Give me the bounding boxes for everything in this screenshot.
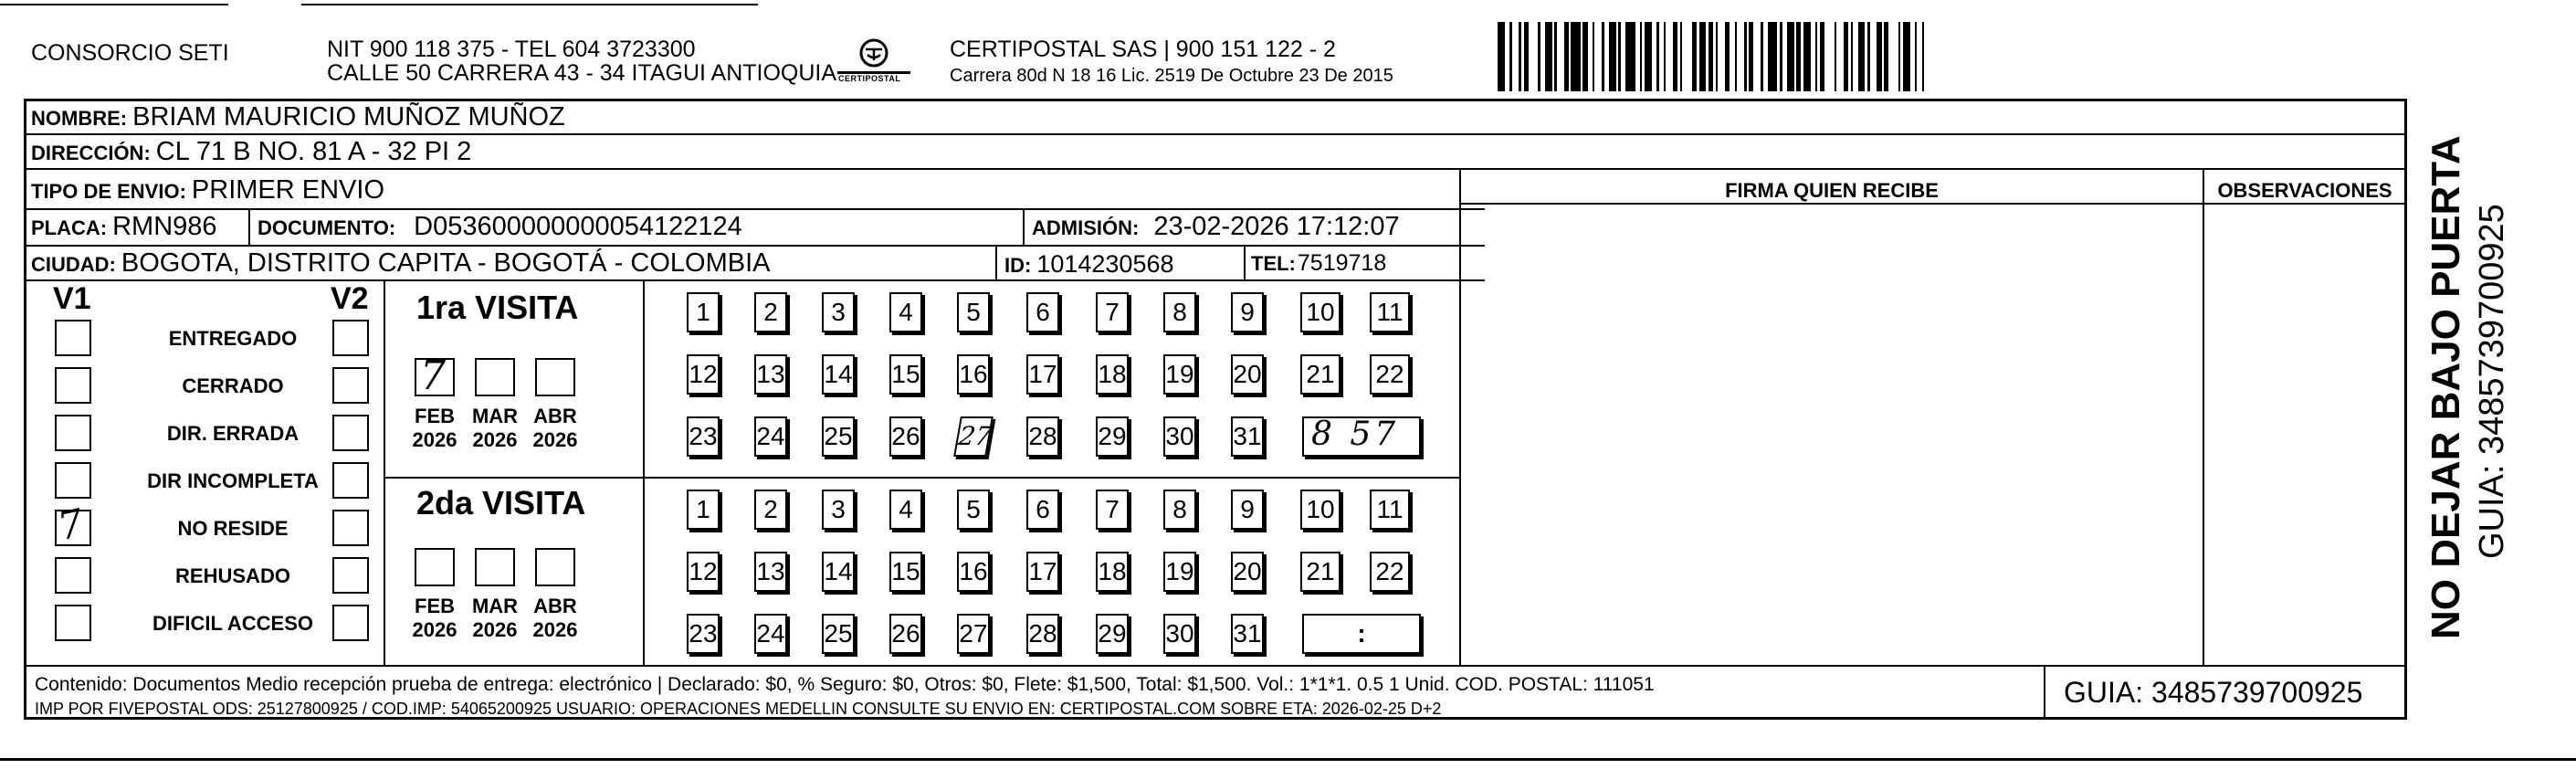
section-divider xyxy=(384,279,385,665)
cell-divider xyxy=(995,245,997,279)
month-checkbox[interactable] xyxy=(415,353,455,399)
day-box[interactable]: 6 xyxy=(1026,292,1059,332)
placa-label: PLACA: xyxy=(31,216,108,239)
top-rule xyxy=(301,4,758,5)
day-box[interactable]: 26 xyxy=(889,614,922,654)
column-head-rule xyxy=(1459,203,2407,205)
row-rule xyxy=(24,245,1485,247)
time-box[interactable]: : xyxy=(1302,614,1421,654)
address-line: CALLE 50 CARRERA 43 - 34 ITAGUI ANTIOQUIA xyxy=(327,60,837,86)
tipo-label: TIPO DE ENVIO: xyxy=(31,180,186,203)
cell-divider xyxy=(248,208,250,245)
row-rule xyxy=(24,279,1485,281)
month-label: MAR xyxy=(471,405,519,427)
tel-value: 7519718 xyxy=(1297,250,1387,276)
day-box[interactable]: 22 xyxy=(1370,552,1410,592)
day-box[interactable]: 9 xyxy=(1231,292,1264,332)
v2-label: V2 xyxy=(331,281,369,316)
v1-label: V1 xyxy=(53,281,91,316)
day-box[interactable]: 1 xyxy=(687,292,720,332)
id-field xyxy=(1004,250,1174,279)
placa-value: RMN986 xyxy=(112,212,217,241)
handwritten-mark: 7 xyxy=(420,353,446,399)
placa-field xyxy=(31,212,217,242)
day-box[interactable]: 25 xyxy=(822,614,855,654)
tipo-value: PRIMER ENVIO xyxy=(191,175,385,205)
status-v2-checkbox[interactable] xyxy=(332,510,369,546)
status-v1-checkbox[interactable] xyxy=(55,320,91,356)
day-box[interactable]: 29 xyxy=(1096,416,1129,457)
direccion-label: DIRECCIÓN: xyxy=(31,142,151,164)
company-name: CONSORCIO SETI xyxy=(31,40,229,66)
day-box[interactable]: 25 xyxy=(822,416,855,457)
day-box[interactable]: 17 xyxy=(1026,552,1059,592)
nombre-value: BRIAM MAURICIO MUÑOZ MUÑOZ xyxy=(132,102,565,132)
status-label: CERRADO xyxy=(182,374,284,397)
day-box[interactable]: 1 xyxy=(687,490,720,530)
ciudad-value: BOGOTA, DISTRITO CAPITA - BOGOTÁ - COLOMBIA xyxy=(121,248,771,278)
day-box[interactable]: 16 xyxy=(957,354,990,395)
month-checkbox[interactable] xyxy=(475,358,515,396)
guia-box: GUIA: 3485739700925 xyxy=(2064,676,2363,709)
id-label: ID: xyxy=(1004,254,1032,277)
time-box xyxy=(1302,416,1421,457)
day-box[interactable]: 28 xyxy=(1026,416,1059,457)
nombre-label: NOMBRE: xyxy=(31,107,128,130)
status-v2-checkbox[interactable] xyxy=(332,557,369,594)
day-box[interactable]: 23 xyxy=(687,416,720,457)
day-box[interactable]: 29 xyxy=(1096,614,1129,654)
day-box[interactable]: 20 xyxy=(1231,354,1264,395)
direccion-field xyxy=(31,137,471,167)
nombre-field xyxy=(31,102,565,132)
license-line: Carrera 80d N 18 16 Lic. 2519 De Octubre 23 De 2015 xyxy=(950,66,1393,86)
month-label: FEB xyxy=(415,595,455,617)
row-rule xyxy=(24,133,2407,135)
day-box[interactable]: 10 xyxy=(1300,490,1341,530)
firma-area[interactable] xyxy=(1463,206,2201,663)
handwritten-mark: 7 xyxy=(54,500,88,550)
day-box[interactable]: 7 xyxy=(1096,490,1129,530)
certipostal-logo: CERTIPOSTAL xyxy=(833,35,915,90)
day-box[interactable]: 7 xyxy=(1096,292,1129,332)
visit1-title: 1ra VISITA xyxy=(416,289,579,326)
visit-divider xyxy=(384,477,1461,479)
day-box[interactable]: 14 xyxy=(822,552,855,592)
status-label: REHUSADO xyxy=(175,564,290,587)
day-box[interactable]: 17 xyxy=(1026,354,1059,395)
day-box[interactable]: 27 xyxy=(957,614,990,654)
day-box[interactable]: 27 xyxy=(953,416,994,457)
admision-value: 23-02-2026 17:12:07 xyxy=(1153,212,1400,241)
day-box[interactable]: 13 xyxy=(754,354,787,395)
top-rule xyxy=(0,4,228,5)
day-box[interactable]: 15 xyxy=(889,354,922,395)
side-guia: GUIA: 3485739700925 xyxy=(2473,204,2511,559)
month-year: 2026 xyxy=(532,618,578,641)
column-divider xyxy=(2203,168,2204,665)
cell-divider xyxy=(1023,208,1025,245)
status-v1-checkbox[interactable] xyxy=(55,367,91,404)
day-box[interactable]: 3 xyxy=(822,490,855,530)
day-box[interactable]: 4 xyxy=(889,292,922,332)
day-box[interactable]: 6 xyxy=(1026,490,1059,530)
footer-line1: Contenido: Documentos Medio recepción prueba de entrega: electrónico | Declarado: $0, % Seguro: $0, Otros: $0, Flete: $1,500, Total: $1,500. Vol.: 1*1*1. 0.5 1 Unid. COD. POSTAL: 111051 xyxy=(35,674,1655,695)
id-value: 1014230568 xyxy=(1036,250,1174,278)
day-box[interactable]: 2 xyxy=(754,292,787,332)
day-box[interactable]: 14 xyxy=(822,354,855,395)
day-box[interactable]: 13 xyxy=(754,552,787,592)
ciudad-field xyxy=(31,248,770,279)
day-box[interactable]: 15 xyxy=(889,552,922,592)
day-box[interactable]: 24 xyxy=(754,614,787,654)
admision-label: ADMISIÓN: xyxy=(1032,216,1140,239)
status-v2-checkbox[interactable] xyxy=(332,367,369,404)
month-checkbox[interactable] xyxy=(415,548,455,586)
footer-rule xyxy=(24,665,2407,667)
status-v2-checkbox[interactable] xyxy=(332,320,369,356)
day-box[interactable]: 10 xyxy=(1300,292,1341,332)
month-label: FEB xyxy=(415,405,455,427)
status-v1-checkbox[interactable] xyxy=(55,557,91,594)
month-label: ABR xyxy=(533,595,577,617)
day-box[interactable]: 22 xyxy=(1370,354,1410,395)
month-year: 2026 xyxy=(472,428,518,451)
status-label: NO RESIDE xyxy=(177,517,289,540)
day-box[interactable]: 11 xyxy=(1370,490,1410,530)
status-v2-checkbox[interactable] xyxy=(332,462,369,499)
day-box[interactable]: 3 xyxy=(822,292,855,332)
admision-field xyxy=(1032,212,1400,242)
day-box[interactable]: 21 xyxy=(1300,552,1341,592)
day-box[interactable]: 9 xyxy=(1231,490,1264,530)
cell-divider xyxy=(1244,245,1246,279)
day-box[interactable]: 30 xyxy=(1163,614,1196,654)
status-v1-checkbox[interactable] xyxy=(55,415,91,451)
status-v1-checkbox[interactable] xyxy=(54,500,91,550)
day-box[interactable]: 31 xyxy=(1231,416,1264,457)
observaciones-heading: OBSERVACIONES xyxy=(2217,179,2392,202)
day-box[interactable]: 5 xyxy=(957,490,990,530)
day-box[interactable]: 26 xyxy=(889,416,922,457)
day-box[interactable]: 30 xyxy=(1163,416,1196,457)
section-divider xyxy=(643,279,645,665)
row-rule xyxy=(24,208,1485,210)
row-rule xyxy=(24,168,2407,170)
month-year: 2026 xyxy=(532,428,578,451)
column-divider xyxy=(1459,168,1461,665)
status-label: DIR. ERRADA xyxy=(166,422,300,445)
barcode xyxy=(1498,22,2228,91)
day-box[interactable]: 18 xyxy=(1096,552,1129,592)
footer-divider xyxy=(2044,665,2045,720)
visit2-title: 2da VISITA xyxy=(416,484,586,521)
status-label: DIFICIL ACCESO xyxy=(152,612,313,635)
footer-line2: IMP POR FIVEPOSTAL ODS: 25127800925 / COD.IMP: 54065200925 USUARIO: OPERACIONES MEDELLIN CONSULTE SU ENVIO EN: CERTIPOSTAL.COM SOBRE ETA: 2026-02-25 D+2 xyxy=(35,700,1442,718)
documento-label: DOCUMENTO: xyxy=(258,216,396,239)
day-box[interactable]: 5 xyxy=(957,292,990,332)
day-box[interactable]: 19 xyxy=(1163,552,1196,592)
documento-value: D053600000000054122124 xyxy=(414,212,742,241)
handwritten-time: 8 57 xyxy=(1311,416,1400,453)
tipo-envio-field xyxy=(31,175,384,205)
day-box[interactable]: 28 xyxy=(1026,614,1059,654)
month-checkbox[interactable] xyxy=(535,548,575,586)
day-box[interactable]: 24 xyxy=(754,416,787,457)
day-box[interactable]: 18 xyxy=(1096,354,1129,395)
observaciones-area[interactable] xyxy=(2206,206,2403,663)
day-box[interactable]: 21 xyxy=(1300,354,1341,395)
day-box[interactable]: 12 xyxy=(687,552,720,592)
month-year: 2026 xyxy=(412,618,457,641)
certipostal-line: CERTIPOSTAL SAS | 900 151 122 - 2 xyxy=(950,37,1336,62)
status-label: DIR INCOMPLETA xyxy=(147,469,319,492)
documento-field xyxy=(258,212,742,242)
day-box[interactable]: 16 xyxy=(957,552,990,592)
status-v1-checkbox[interactable] xyxy=(55,462,91,499)
day-box[interactable]: 23 xyxy=(687,614,720,654)
status-label: ENTREGADO xyxy=(168,327,298,350)
day-box[interactable]: 8 xyxy=(1163,490,1196,530)
month-checkbox[interactable] xyxy=(475,548,515,586)
day-box[interactable]: 2 xyxy=(754,490,787,530)
day-box[interactable]: 31 xyxy=(1231,614,1264,654)
month-year: 2026 xyxy=(472,618,518,641)
day-box[interactable]: 8 xyxy=(1163,292,1196,332)
side-warning: NO DEJAR BAJO PUERTA xyxy=(2424,135,2468,639)
tel-label: TEL: xyxy=(1251,252,1296,275)
day-box[interactable]: 12 xyxy=(687,354,720,395)
month-checkbox[interactable] xyxy=(535,358,575,396)
day-box[interactable]: 11 xyxy=(1370,292,1410,332)
month-label: ABR xyxy=(533,405,577,427)
day-box[interactable]: 4 xyxy=(889,490,922,530)
day-box[interactable]: 19 xyxy=(1163,354,1196,395)
status-v1-checkbox[interactable] xyxy=(55,605,91,641)
direccion-value: CL 71 B NO. 81 A - 32 PI 2 xyxy=(155,137,472,166)
nit-line: NIT 900 118 375 - TEL 604 3723300 xyxy=(327,37,696,62)
status-v2-checkbox[interactable] xyxy=(332,605,369,641)
firma-heading: FIRMA QUIEN RECIBE xyxy=(1725,179,1939,202)
status-v2-checkbox[interactable] xyxy=(332,415,369,451)
month-year: 2026 xyxy=(412,428,457,451)
ciudad-label: CIUDAD: xyxy=(31,253,116,276)
tel-field xyxy=(1251,250,1386,277)
day-box[interactable]: 20 xyxy=(1231,552,1264,592)
month-label: MAR xyxy=(471,595,519,617)
bottom-rule xyxy=(0,758,2576,761)
